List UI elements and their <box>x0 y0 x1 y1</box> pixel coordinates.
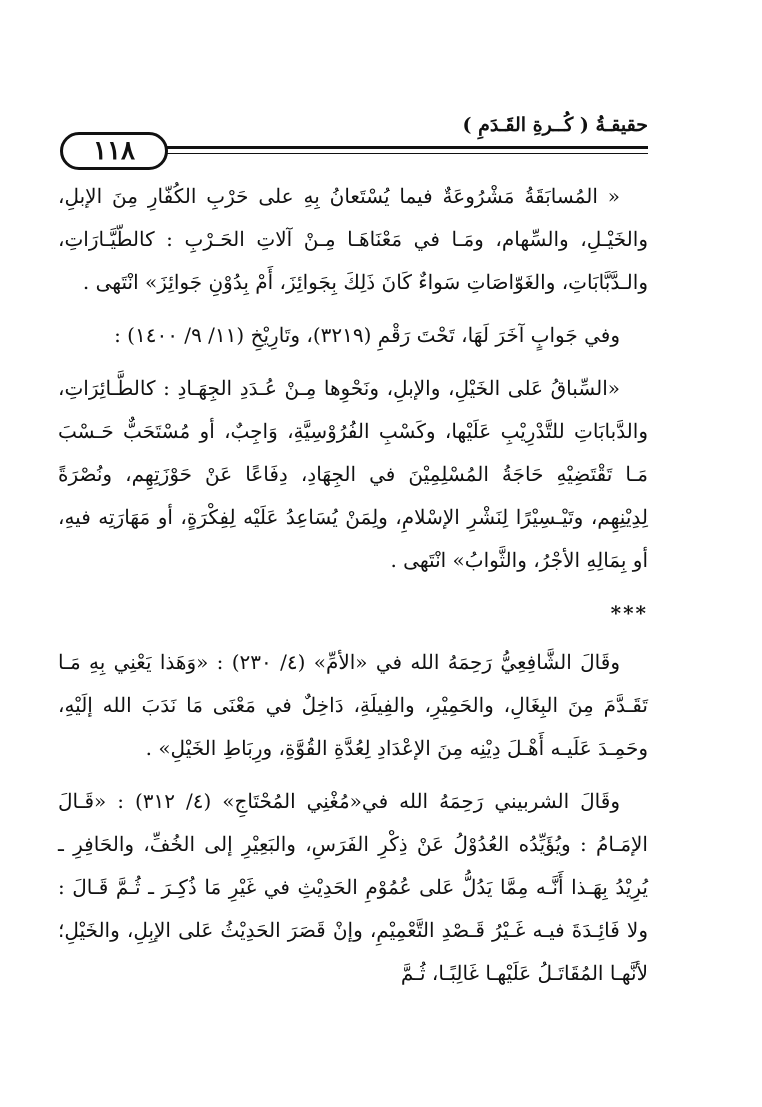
paragraph-shafii: وقَالَ الشَّافِعِيُّ رَحِمَهُ الله في «الأمِّ» (٤/ ٢٣٠) : «وَهَذا يَعْنِي بِهِ مَـا تَقَـدَّمَ مِنَ البِغَالِ، والحَمِيْرِ، والفِيلَةِ، دَاخِلٌ في مَعْنَى مَا نَدَبَ الله إلَيْهِ، وحَمِـدَ عَلَيـه أَهْـلَ دِيْنِه مِنَ الإعْدَادِ لِعُدَّةِ القُوَّةِ، ورِبَاطِ الخَيْلِ» . <box>58 650 648 760</box>
paragraph-answer-ref: وفي جَوابٍ آخَرَ لَهَا، تَحْتَ رَقْمِ (٣٢١٩)، وتَارِيْخِ (١١/ ٩/ ١٤٠٠) : <box>114 323 620 347</box>
section-separator: *** <box>610 601 648 625</box>
header-rule-thick <box>164 146 648 149</box>
running-title: حقيقـةُ ( كُــرةِ القَـدَمِ ) <box>462 114 648 136</box>
header-rule-thin <box>164 153 648 154</box>
page-header <box>60 110 648 170</box>
paragraph-quote-2: «السِّباقُ عَلى الخَيْلِ، والإبلِ، ونَحْوِها مِـنْ عُـدَدِ الجِهَـادِ : كالطَّـائِرَاتِ، والدَّبابَاتِ للتَّدْرِيْبِ عَلَيْها، وكَسْبِ الفُرُوْسِيَّةِ، وَاجِبٌ، أو مُسْتَحَبٌّ حَـسْبَ مَـا تَقْتَضِيْهِ حَاجَةُ المُسْلِمِيْنَ في الجِهَادِ، دِفَاعًا عَنْ حَوْزَتِهِم، ونُصْرَةً لِدِيْنِهِم، وتَيْـسِيْرًا لِنَشْرِ الإسْلامِ، ولِمَنْ يُسَاعِدُ عَلَيْه لِفِكْرَةٍ، أو مَهَارَتِه فيهِ، أو بِمَالِهِ الأجْرُ، والثَّوابُ» انْتَهى . <box>58 376 648 572</box>
page-number: ١١٨ <box>60 132 168 170</box>
paragraph-sharbini: وقَالَ الشربيني رَحِمَهُ الله في«مُغْنِي المُحْتَاجِ» (٤/ ٣١٢) : «قَـالَ الإمَـامُ : ويُؤَيِّدُه العُدُوْلُ عَنْ ذِكْرِ الفَرَسِ، والبَعِيْرِ إلى الخُفِّ، والحَافِرِ ـ يُرِيْدُ بِهَـذا أَنَّـه مِمَّا يَدُلُّ عَلى عُمُوْمِ الحَدِيْثِ في غَيْرِ مَا ذُكِـرَ ـ ثُـمَّ قَـالَ : ولا فَائِـدَةَ فيـه غَـيْرُ قَـصْدِ التَّعْمِيْمِ، وإنْ قَصَرَ الحَدِيْثُ عَلى الإبِلِ، والخَيْلِ؛ لأنَّهـا المُقَاتَـلُ عَلَيْهـا غَالِبًـا، ثُـمَّ <box>58 789 648 985</box>
paragraph-quote-1: « المُسابَقَةُ مَشْرُوعَةٌ فيما يُسْتَعانُ بِهِ على حَرْبِ الكُفّارِ مِنَ الإبلِ، والخَيْـلِ، والسِّهام، ومَـا في مَعْنَاهَـا مِـنْ آلاتِ الحَـرْبِ : كالطّيَّـارَاتِ، والـدَّبَّابَاتِ، والغَوّاصَاتِ سَواءٌ كَانَ ذَلِكَ بِجَوائِزَ، أَمْ بِدُوْنِ جَوائِزَ» انْتَهى . <box>58 184 648 294</box>
page-body <box>58 175 648 1005</box>
